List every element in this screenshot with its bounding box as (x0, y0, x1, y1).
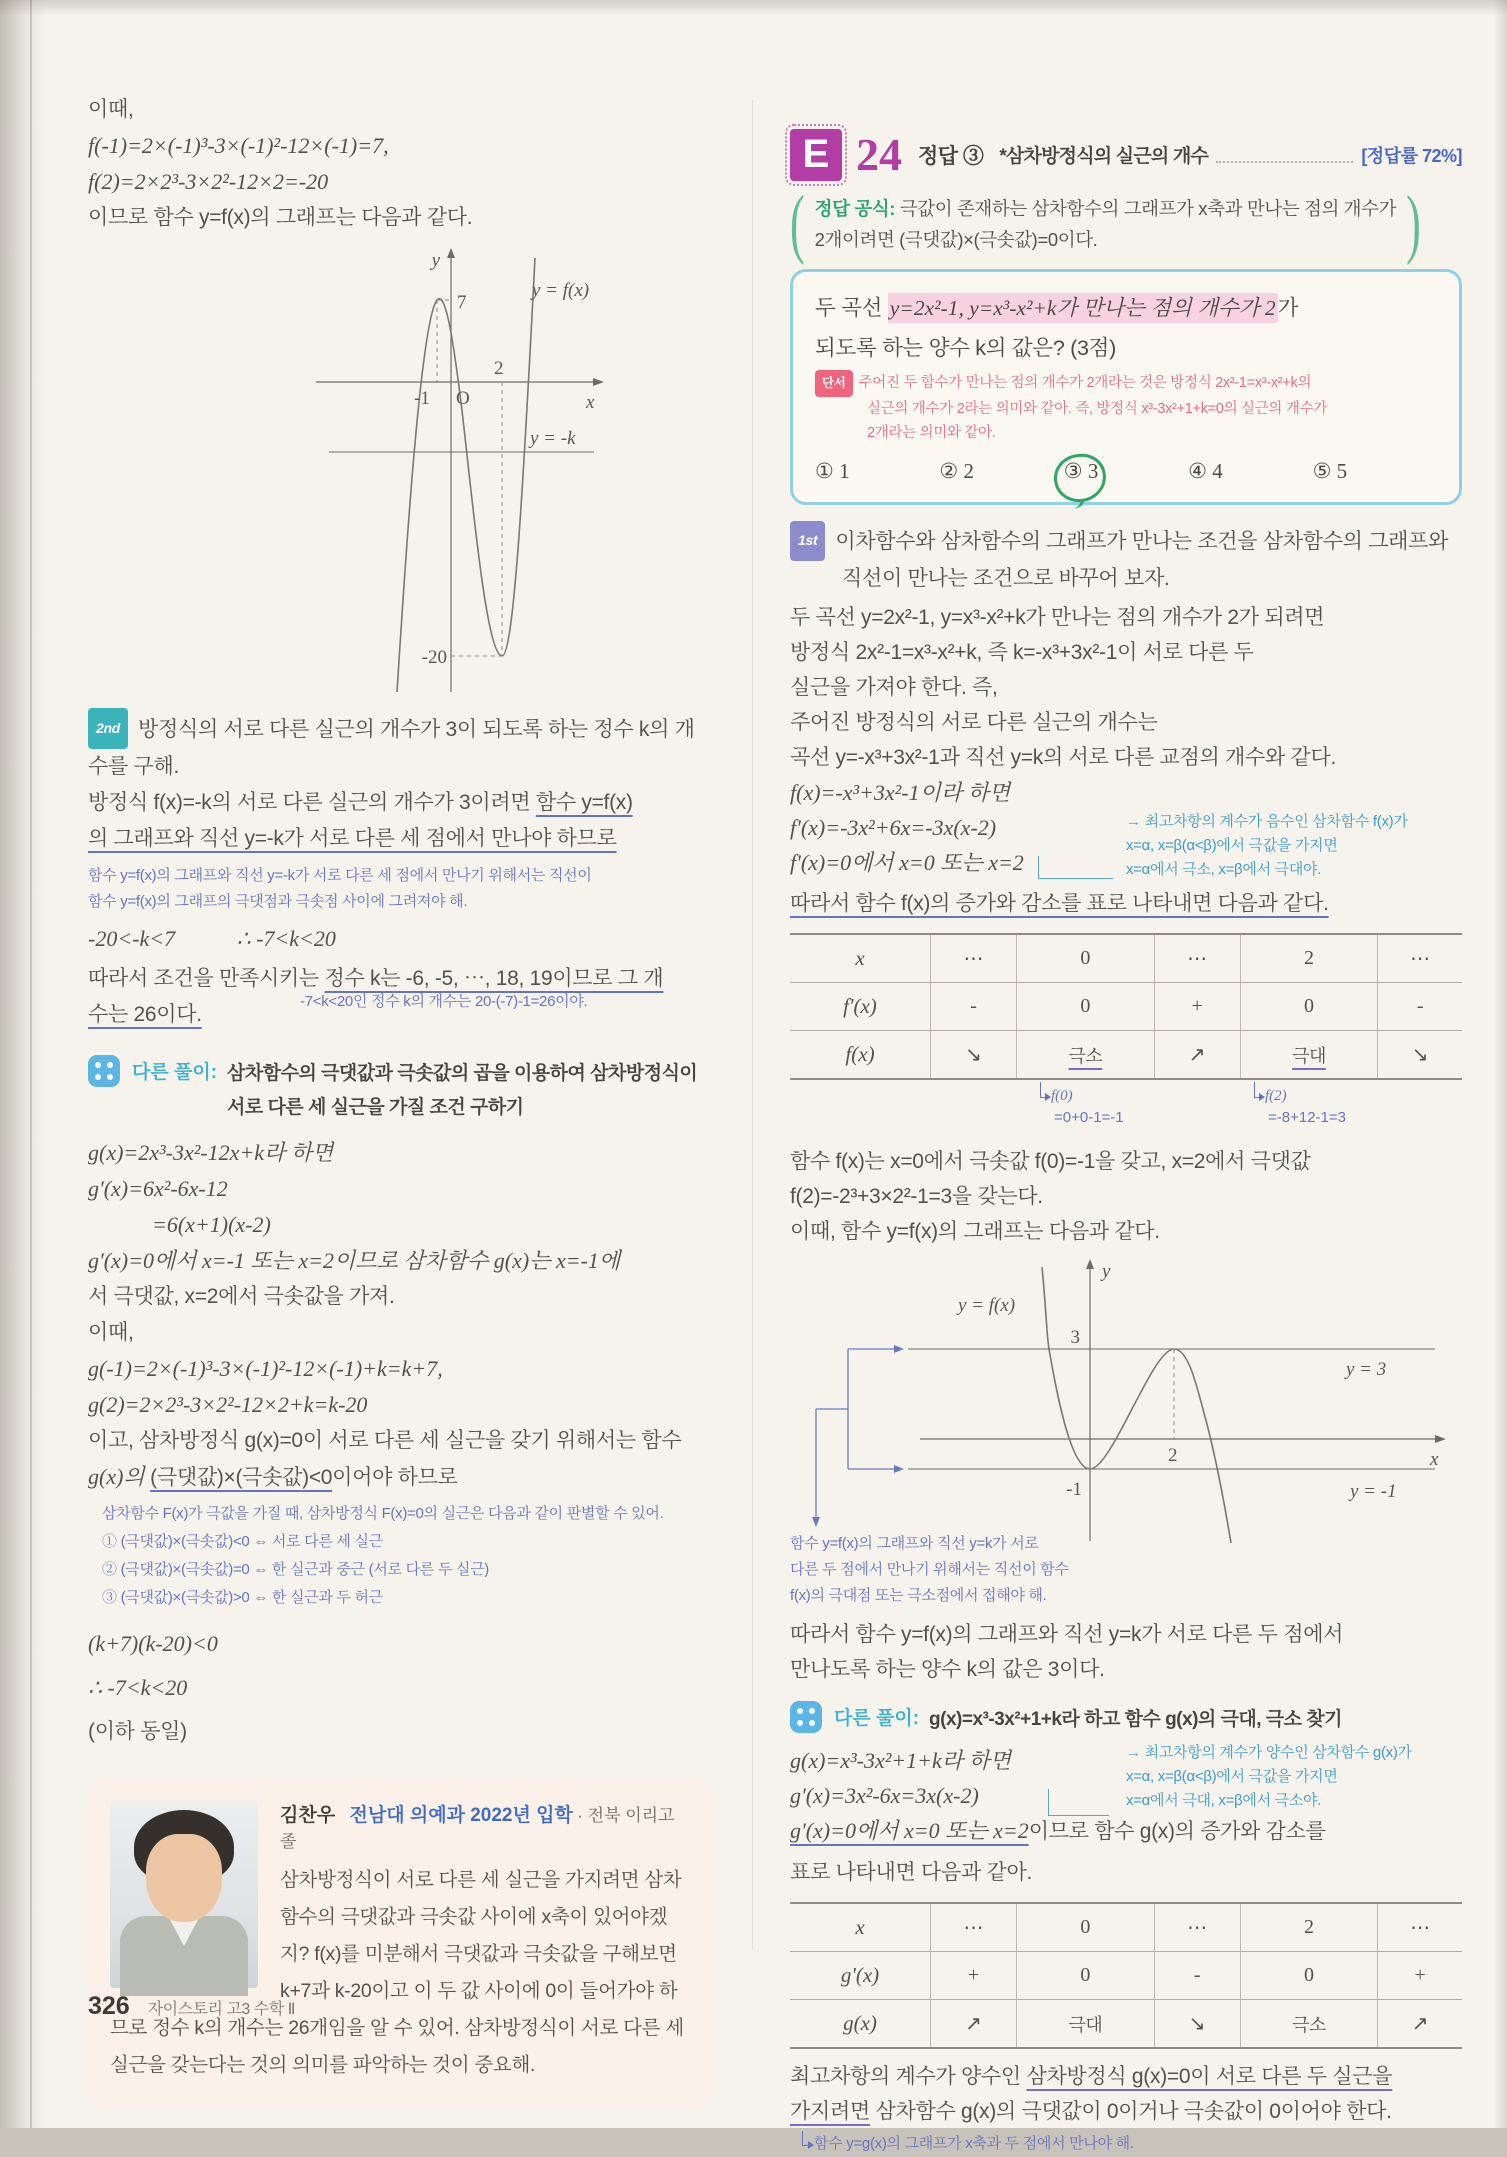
step-2nd-text: 방정식의 서로 다른 실근의 개수가 3이 되도록 하는 정수 k의 개수를 구해. (88, 718, 695, 778)
formula-line: 2개이려면 (극댓값)×(극솟값)=0이다. (814, 229, 1098, 250)
dice-icon (790, 1701, 822, 1733)
text-segment: 두 곡선 (815, 296, 888, 320)
axis-label-y: y (431, 250, 440, 271)
table-cell: ⋯ (931, 1903, 1017, 1952)
cubic-graph-f2 (790, 1253, 1450, 1545)
table-cell: + (1154, 983, 1240, 1031)
equation-line: =6(x+1)(x-2) (152, 1212, 271, 1237)
blue-note: 함수 y=f(x)의 그래프와 직선 y=-k가 서로 다른 세 점에서 만나기 위해서는 직선이 (88, 867, 592, 884)
value-note-calc: =0+0-1=-1 (1054, 1109, 1124, 1126)
line-label-ym1: y = -1 (1350, 1481, 1397, 1502)
page-edge-shadow-right (1493, 0, 1507, 2128)
alt2-block (790, 1743, 1462, 1855)
problem-letter-badge: E (790, 129, 842, 181)
graph-note-line: 다른 두 점에서 만나기 위해서는 직선이 함수 (790, 1561, 1069, 1578)
tick-2: 2 (1168, 1445, 1178, 1466)
table-cell: - (1154, 1952, 1240, 2000)
answer-formula-text (805, 193, 1406, 255)
underlined-segment: 정수 k는 -6, -5, ⋯, 18, 19이므로 그 개 (324, 967, 664, 990)
equation-line: f(2)=2×2³-3×2²-12×2=-20 (88, 169, 329, 194)
graph-note-line: f(x)의 극대점 또는 극소점에서 접해야 해. (790, 1587, 1047, 1604)
axis-label-x: x (586, 392, 595, 413)
axis-label-y: y (1102, 1261, 1111, 1282)
step-1st (790, 521, 1462, 596)
problem-statement (815, 288, 1437, 368)
option-5[interactable]: ⑤ 5 (1312, 459, 1348, 483)
option-2[interactable]: ② 2 (939, 459, 974, 483)
corner-arrow-icon (1254, 1082, 1264, 1098)
answer-options (815, 459, 1437, 484)
table-cell: ⋯ (1154, 934, 1240, 983)
student-photo (110, 1800, 258, 1988)
solution-line: f(2)=-2³+3×2²-1=3을 갖는다. (790, 1185, 1043, 1208)
equation-line: (k+7)(k-20)<0 (88, 1631, 218, 1656)
equation-line: g'(x)=0에서 x=-1 또는 x=2이므로 삼차함수 g(x)는 x=-1에 (88, 1248, 621, 1273)
page-edge-shadow-top (0, 0, 1507, 16)
green-bracket-close: ) (1406, 180, 1421, 266)
equation-line: ∴ -7<k<20 (88, 1675, 188, 1700)
table-cell: f'(x) (790, 983, 931, 1031)
tick-2: 2 (494, 358, 504, 379)
blue-note-inline: -7<k<20인 정수 k의 개수는 20-(-7)-1=26이야. (300, 993, 588, 1010)
line-label-y3: y = 3 (1346, 1359, 1387, 1380)
table-value-notes (790, 1080, 1462, 1144)
dice-icon (88, 1055, 120, 1087)
table-cell: - (931, 983, 1017, 1031)
equation-line: g(x)=2x³-3x²-12x+k라 하면 (88, 1140, 334, 1165)
table-cell: 0 (1240, 983, 1378, 1031)
table-cell: 0 (1017, 1903, 1155, 1952)
blue-note: 함수 y=g(x)의 그래프가 x축과 두 점에서 만나야 해. (790, 2131, 1462, 2157)
solution-line: 방정식 2x²-1=x³-x²+k, 즉 k=-x³+3x²-1이 서로 다른 두 (790, 641, 1254, 664)
solution-line: 함수 f(x)는 x=0에서 극솟값 f(0)=-1을 갖고, x=2에서 극댓값 (790, 1150, 1311, 1173)
table-cell: ⋯ (931, 934, 1017, 983)
option-3-text: ③ 3 (1063, 459, 1099, 483)
student-tip-text: 삼차방정식이 서로 다른 세 실근을 가지려면 삼차함수의 극댓값과 극솟값 사이에 x축이 있어야겠지? f(x)를 미분해서 극댓값과 극솟값을 구해보면 k+7과 k-20이고 이 두 값 사이에 0이 들어가야 하므로 정수 k의 개수는 26개임을 알 수 있어. 삼차방정식이 서로 다른 세 실근을 갖는다는 것의 의미를 파악하는 것이 중요해. (110, 1869, 684, 2076)
table-cell: ↘ (1378, 1031, 1462, 1080)
table-cell: g'(x) (790, 1952, 931, 2000)
underlined-segment: 의 그래프와 직선 y=-k가 서로 다른 세 점에서 만나야 하므로 (88, 827, 617, 850)
table-cell: 0 (1017, 983, 1155, 1031)
highlighted-segment: y=2x²-1, y=x³-x²+k가 만나는 점의 개수가 2 (888, 293, 1278, 323)
text-segment: 따라서 조건을 만족시키는 (88, 967, 325, 990)
green-bracket-open: ( (790, 180, 805, 266)
clue-line: 주어진 두 함수가 만나는 점의 개수가 2개라는 것은 방정식 2x²-1=x³-x²+k의 (858, 375, 1312, 391)
underlined-segment: 함수 y=f(x) (535, 791, 633, 814)
table-cell: f(x) (790, 1031, 931, 1080)
table-cell: 0 (1017, 934, 1155, 983)
photo-face (146, 1834, 222, 1922)
tick-3: 3 (1070, 1327, 1080, 1348)
tick-minus20: -20 (421, 647, 447, 668)
table-cell: ↘ (1154, 2000, 1240, 2049)
alt-solution-header (790, 1699, 1462, 1737)
annotation-connector (1048, 1789, 1109, 1816)
text-segment: 이므로 함수 g(x)의 증가와 감소를 (1028, 1820, 1326, 1843)
corner-arrow-icon (802, 2131, 813, 2146)
value-note-f2: f(2) =-8+12-1=3 (1254, 1084, 1346, 1129)
step-1st-text: 직선이 만나는 조건으로 바꾸어 보자. (842, 567, 1170, 590)
solution-line: 만나도록 하는 양수 k의 값은 3이다. (790, 1658, 1105, 1681)
table-cell-local-min: 극소 (1240, 2000, 1378, 2049)
solution-line: 서 극댓값, x=2에서 극솟값을 가져. (88, 1285, 395, 1308)
table-cell: + (1378, 1952, 1462, 2000)
origin-label: O (456, 388, 470, 409)
alt-title-line: 서로 다른 세 실근을 가질 조건 구하기 (227, 1097, 524, 1118)
equation-line: g(-1)=2×(-1)³-3×(-1)²-12×(-1)+k=k+7, (88, 1356, 443, 1381)
solution-line: 이때, (88, 98, 134, 121)
page-number: 326 (88, 1992, 130, 2020)
solution-line (790, 1813, 1462, 1849)
alt-solution-label: 다른 풀이: (132, 1062, 218, 1083)
corner-arrow-icon (1040, 1082, 1050, 1098)
table-cell-local-min: 극소 (1017, 1031, 1155, 1080)
tick-7: 7 (457, 292, 467, 313)
table-cell: 2 (1240, 934, 1378, 983)
clue-line: 실근의 개수가 2라는 의미와 같아. 즉, 방정식 x³-3x²+1+k=0의 실근의 개수가 (867, 401, 1327, 417)
dotted-leader (1216, 146, 1353, 163)
axis-label-x: x (1430, 1449, 1439, 1470)
value-note-calc: =-8+12-1=3 (1268, 1109, 1346, 1126)
solution-line: 실근을 가져야 한다. 즉, (790, 676, 998, 699)
tick-minus1: -1 (1066, 1479, 1082, 1500)
text-segment: 삼차함수 g(x)의 극댓값이 0이거나 극솟값이 0이어야 한다. (869, 2100, 1392, 2123)
graph-note (790, 1531, 1130, 1609)
underlined-segment: 가지려면 (790, 2100, 870, 2123)
inequality-result: ∴ -7<k<20 (236, 926, 336, 951)
alt-solution-title (227, 1057, 697, 1125)
annotation-connector (1038, 856, 1113, 879)
equation-line: g'(x)=6x²-6x-12 (88, 1176, 228, 1201)
solution-line: (이하 동일) (88, 1720, 187, 1743)
underlined-segment: g'(x)=0에서 x=0 또는 x=2 (790, 1818, 1029, 1843)
increase-decrease-table-g (790, 1902, 1462, 2049)
blue-note: 삼차함수 F(x)가 극값을 가질 때, 삼차방정식 F(x)=0의 실근은 다음과 같이 판별할 수 있어. (102, 1505, 664, 1522)
cubic-graph-f (244, 242, 634, 694)
annotation-line: → 최고차항의 계수가 음수인 삼차함수 f(x)가 (1126, 813, 1408, 830)
alt-title-line: 삼차함수의 극댓값과 극솟값의 곱을 이용하여 삼차방정식이 (227, 1063, 698, 1084)
alt-solution-title: g(x)=x³-3x²+1+k라 하고 함수 g(x)의 극대, 극소 찾기 (929, 1709, 1342, 1730)
equation-line: g(x)=x³-3x²+1+k라 하면 (790, 1748, 1012, 1773)
table-cell: x (855, 1915, 865, 1939)
table-cell: g(x) (790, 2000, 931, 2049)
annotation-line: x=α에서 극소, x=β에서 극대야. (1126, 861, 1322, 878)
annotation-line: → 최고차항의 계수가 양수인 삼차함수 g(x)가 (1126, 1744, 1412, 1761)
page-footer (88, 1992, 295, 2021)
column-divider (752, 100, 753, 1950)
right-column (790, 128, 1462, 2157)
solution-line: 이때, (88, 1321, 134, 1344)
solution-line: 표로 나타내면 다음과 같아. (790, 1861, 1032, 1884)
blue-note: ③ (극댓값)×(극솟값)>0 ⇔ 한 실근과 두 허근 (102, 1589, 383, 1606)
text-segment: 이어야 하므로 (332, 1466, 458, 1489)
table-row (790, 934, 1462, 983)
table-row (790, 1903, 1462, 1952)
student-name: 김찬우 (280, 1805, 336, 1826)
solution-line (88, 821, 712, 857)
equation-line: f'(x)=0에서 x=0 또는 x=2 (790, 850, 1024, 875)
annotation-line: x=α, x=β(α<β)에서 극값을 가지면 (1126, 837, 1338, 854)
step-badge-1st: 1st (790, 521, 825, 561)
table-row (790, 983, 1462, 1031)
table-cell: 0 (1017, 1952, 1155, 2000)
side-annotation (1126, 1741, 1462, 1813)
solution-line (88, 785, 712, 821)
table-cell: 2 (1240, 1903, 1378, 1952)
tick-minus1: -1 (414, 388, 430, 409)
table-cell: ↗ (1154, 1031, 1240, 1080)
problem-topic: *삼차방정식의 실근의 개수 (999, 146, 1209, 167)
table-row (790, 1952, 1462, 2000)
table-row (790, 2000, 1462, 2049)
formula-line: 극값이 존재하는 삼차함수의 그래프가 x축과 만나는 점의 개수가 (899, 198, 1397, 219)
clue-block (815, 370, 1437, 445)
inequality: -20<-k<7 (88, 926, 176, 951)
graph-note-line: 함수 y=f(x)의 그래프와 직선 y=k가 서로 (790, 1535, 1039, 1552)
solution-line: 곡선 y=-x³+3x²-1과 직선 y=k의 서로 다른 교점의 개수와 같다. (790, 746, 1336, 769)
formula-label: 정답 공식: (814, 198, 896, 219)
text-segment: 가 (1277, 296, 1299, 320)
table-cell-local-max: 극대 (1017, 2000, 1155, 2049)
text-segment: 되도록 하는 양수 k의 값은? (3점) (815, 336, 1117, 360)
step-1st-text: 이차함수와 삼차함수의 그래프가 만나는 조건을 삼차함수의 그래프와 (835, 530, 1449, 553)
side-annotation (1126, 810, 1462, 882)
option-4[interactable]: ④ 4 (1188, 459, 1223, 483)
student-school: 전남대 의예과 2022년 입학 (349, 1805, 573, 1826)
fprime-block (790, 810, 1462, 886)
option-1[interactable]: ① 1 (815, 459, 850, 483)
blue-note: ① (극댓값)×(극솟값)<0 ⇔ 서로 다른 세 실근 (102, 1533, 383, 1550)
solution-line (790, 2059, 1462, 2094)
solution-line: 이므로 함수 y=f(x)의 그래프는 다음과 같다. (88, 206, 473, 229)
equation-line: f(-1)=2×(-1)³-3×(-1)²-12×(-1)=7, (88, 133, 389, 158)
equation-line: g'(x)=3x²-6x=3x(x-2) (790, 1783, 979, 1808)
underlined-segment: (극댓값)×(극솟값)<0 (150, 1466, 333, 1489)
annotation-line: x=α, x=β(α<β)에서 극값을 가지면 (1126, 1768, 1338, 1785)
underlined-segment: 수는 26이다. (88, 1003, 202, 1026)
table-cell: ↗ (1378, 2000, 1462, 2049)
underlined-segment: 삼차방정식 g(x)=0이 서로 다른 두 실근을 (1026, 2065, 1393, 2088)
table-row (790, 1031, 1462, 1080)
table-cell-local-max: 극대 (1240, 1031, 1378, 1080)
student-tip-box (88, 1780, 712, 2108)
table-cell: 0 (1240, 1952, 1378, 2000)
alt-solution-label: 다른 풀이: (834, 1708, 920, 1729)
curve-label: y = f(x) (532, 280, 590, 301)
curve-label: y = f(x) (958, 1295, 1016, 1316)
value-note-f0: f(0) =0+0-1=-1 (1040, 1084, 1124, 1129)
solution-line: 이때, 함수 y=f(x)의 그래프는 다음과 같다. (790, 1220, 1160, 1243)
step-2nd (88, 708, 712, 785)
solution-line: 주어진 방정식의 서로 다른 실근의 개수는 (790, 711, 1158, 734)
annotation-line: x=α에서 극대, x=β에서 극소야. (1126, 1792, 1322, 1809)
student-highschool: · 전북 이리고 졸 (280, 1806, 675, 1851)
table-cell: ↘ (931, 1031, 1017, 1080)
curve-f (397, 258, 535, 692)
answer-formula-box (790, 180, 1462, 266)
alt-solution-header (88, 1053, 712, 1125)
clue-line: 2개라는 의미와 같아. (867, 425, 996, 441)
clue-badge: 단서 (815, 370, 853, 397)
problem-box (790, 269, 1462, 505)
table-cell: - (1378, 983, 1462, 1031)
option-3[interactable] (1064, 459, 1188, 484)
table-cell: ⋯ (1154, 1903, 1240, 1952)
table-cell: ⋯ (1378, 1903, 1462, 1952)
solution-line (88, 993, 712, 1043)
page-edge-shadow-left (0, 0, 46, 2128)
table-intro: 따라서 함수 f(x)의 증가와 감소를 표로 나타내면 다음과 같다. (790, 892, 1329, 915)
solution-line (790, 2094, 1462, 2129)
equation-line: f(x)=-x³+3x²-1이라 하면 (790, 780, 1011, 805)
solution-line: 이고, 삼차방정식 g(x)=0이 서로 다른 세 실근을 갖기 위해서는 함수 (88, 1429, 682, 1452)
equation-line (88, 921, 712, 957)
increase-decrease-table-f (790, 933, 1462, 1080)
problem-number: 24 (856, 129, 902, 180)
text-segment: 방정식 f(x)=-k의 서로 다른 실근의 개수가 3이려면 (88, 791, 536, 814)
left-column (88, 92, 712, 2108)
solution-line: 따라서 함수 y=f(x)의 그래프와 직선 y=k가 서로 다른 두 점에서 (790, 1623, 1344, 1646)
text-segment: 최고차항의 계수가 양수인 (790, 2065, 1027, 2088)
answer-text: 정답 ③ (918, 144, 984, 168)
table-cell: ↗ (931, 2000, 1017, 2049)
blue-note: 함수 y=f(x)의 그래프의 극댓점과 극솟점 사이에 그려져야 해. (88, 893, 468, 910)
table-cell: ⋯ (1378, 934, 1462, 983)
table-cell: x (855, 946, 865, 970)
problem-header (790, 128, 1462, 181)
solution-line: 두 곡선 y=2x²-1, y=x³-x²+k가 만나는 점의 개수가 2가 되려면 (790, 606, 1325, 629)
book-title: 자이스토리 고3 수학 Ⅱ (147, 2001, 295, 2018)
table-cell: + (931, 1952, 1017, 2000)
step-badge-2nd: 2nd (88, 708, 128, 749)
curve-f2 (1042, 1267, 1231, 1543)
equation-line: g(2)=2×2³-3×2²-12×2+k=k-20 (88, 1392, 368, 1417)
blue-note: ② (극댓값)×(극솟값)=0 ⇔ 한 실근과 중근 (서로 다른 두 실근) (102, 1561, 489, 1578)
correct-rate: [정답률 72%] (1361, 145, 1462, 166)
page-crease (30, 0, 32, 2128)
line-label-yk: y = -k (530, 428, 576, 449)
solution-line (88, 1459, 712, 1496)
text-segment: g(x)의 (88, 1464, 151, 1489)
equation-line: f'(x)=-3x²+6x=-3x(x-2) (790, 815, 997, 840)
